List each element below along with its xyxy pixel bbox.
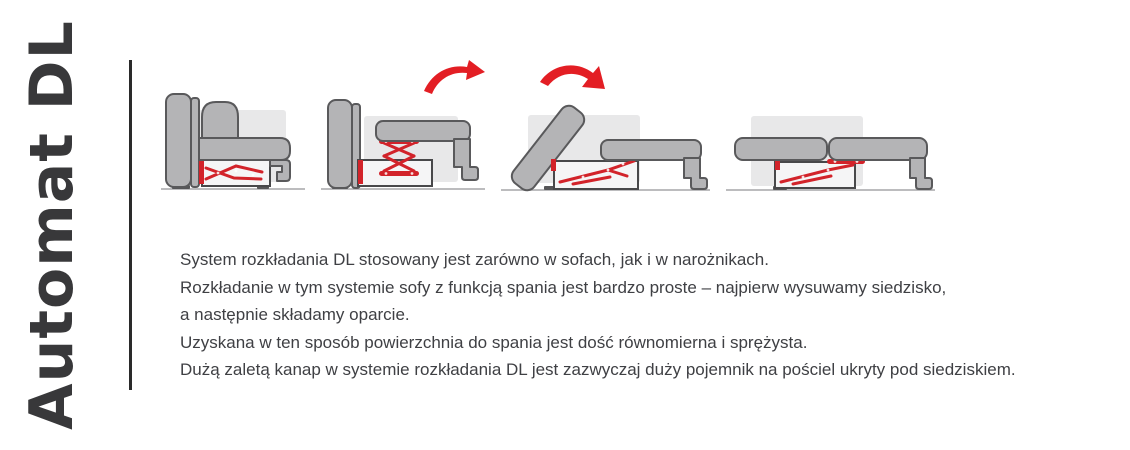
diagram-seat-pulled-out	[318, 60, 488, 195]
page-title: Automat DL	[17, 20, 88, 430]
description-line: Uzyskana w ten sposób powierzchnia do spania jest dość równomierna i sprężysta.	[180, 332, 808, 352]
diagram-bed-unfolded	[723, 60, 938, 195]
description-line: System rozkładania DL stosowany jest zarówno w sofach, jak i w narożnikach.	[180, 250, 769, 269]
folding-steps-diagrams	[158, 60, 938, 195]
description-line: Rozkładanie w tym systemie sofy z funkcją spania jest bardzo proste – najpierw wysuwamy siedzisko,	[180, 277, 947, 297]
fold-down-arrow-icon	[540, 65, 605, 89]
description-line: Dużą zaletą kanap w systemie rozkładania DL jest zazwyczaj duży pojemnik na pościel ukryty pod siedziskiem.	[180, 360, 1016, 379]
vertical-divider	[129, 60, 132, 390]
vertical-title-block	[0, 0, 104, 450]
description-line: a następnie składamy oparcie.	[180, 305, 410, 324]
diagram-backrest-folding-down	[498, 60, 713, 195]
description-text	[180, 246, 1100, 384]
pull-out-arrow-icon	[424, 60, 485, 94]
diagram-sofa-closed	[158, 60, 308, 195]
